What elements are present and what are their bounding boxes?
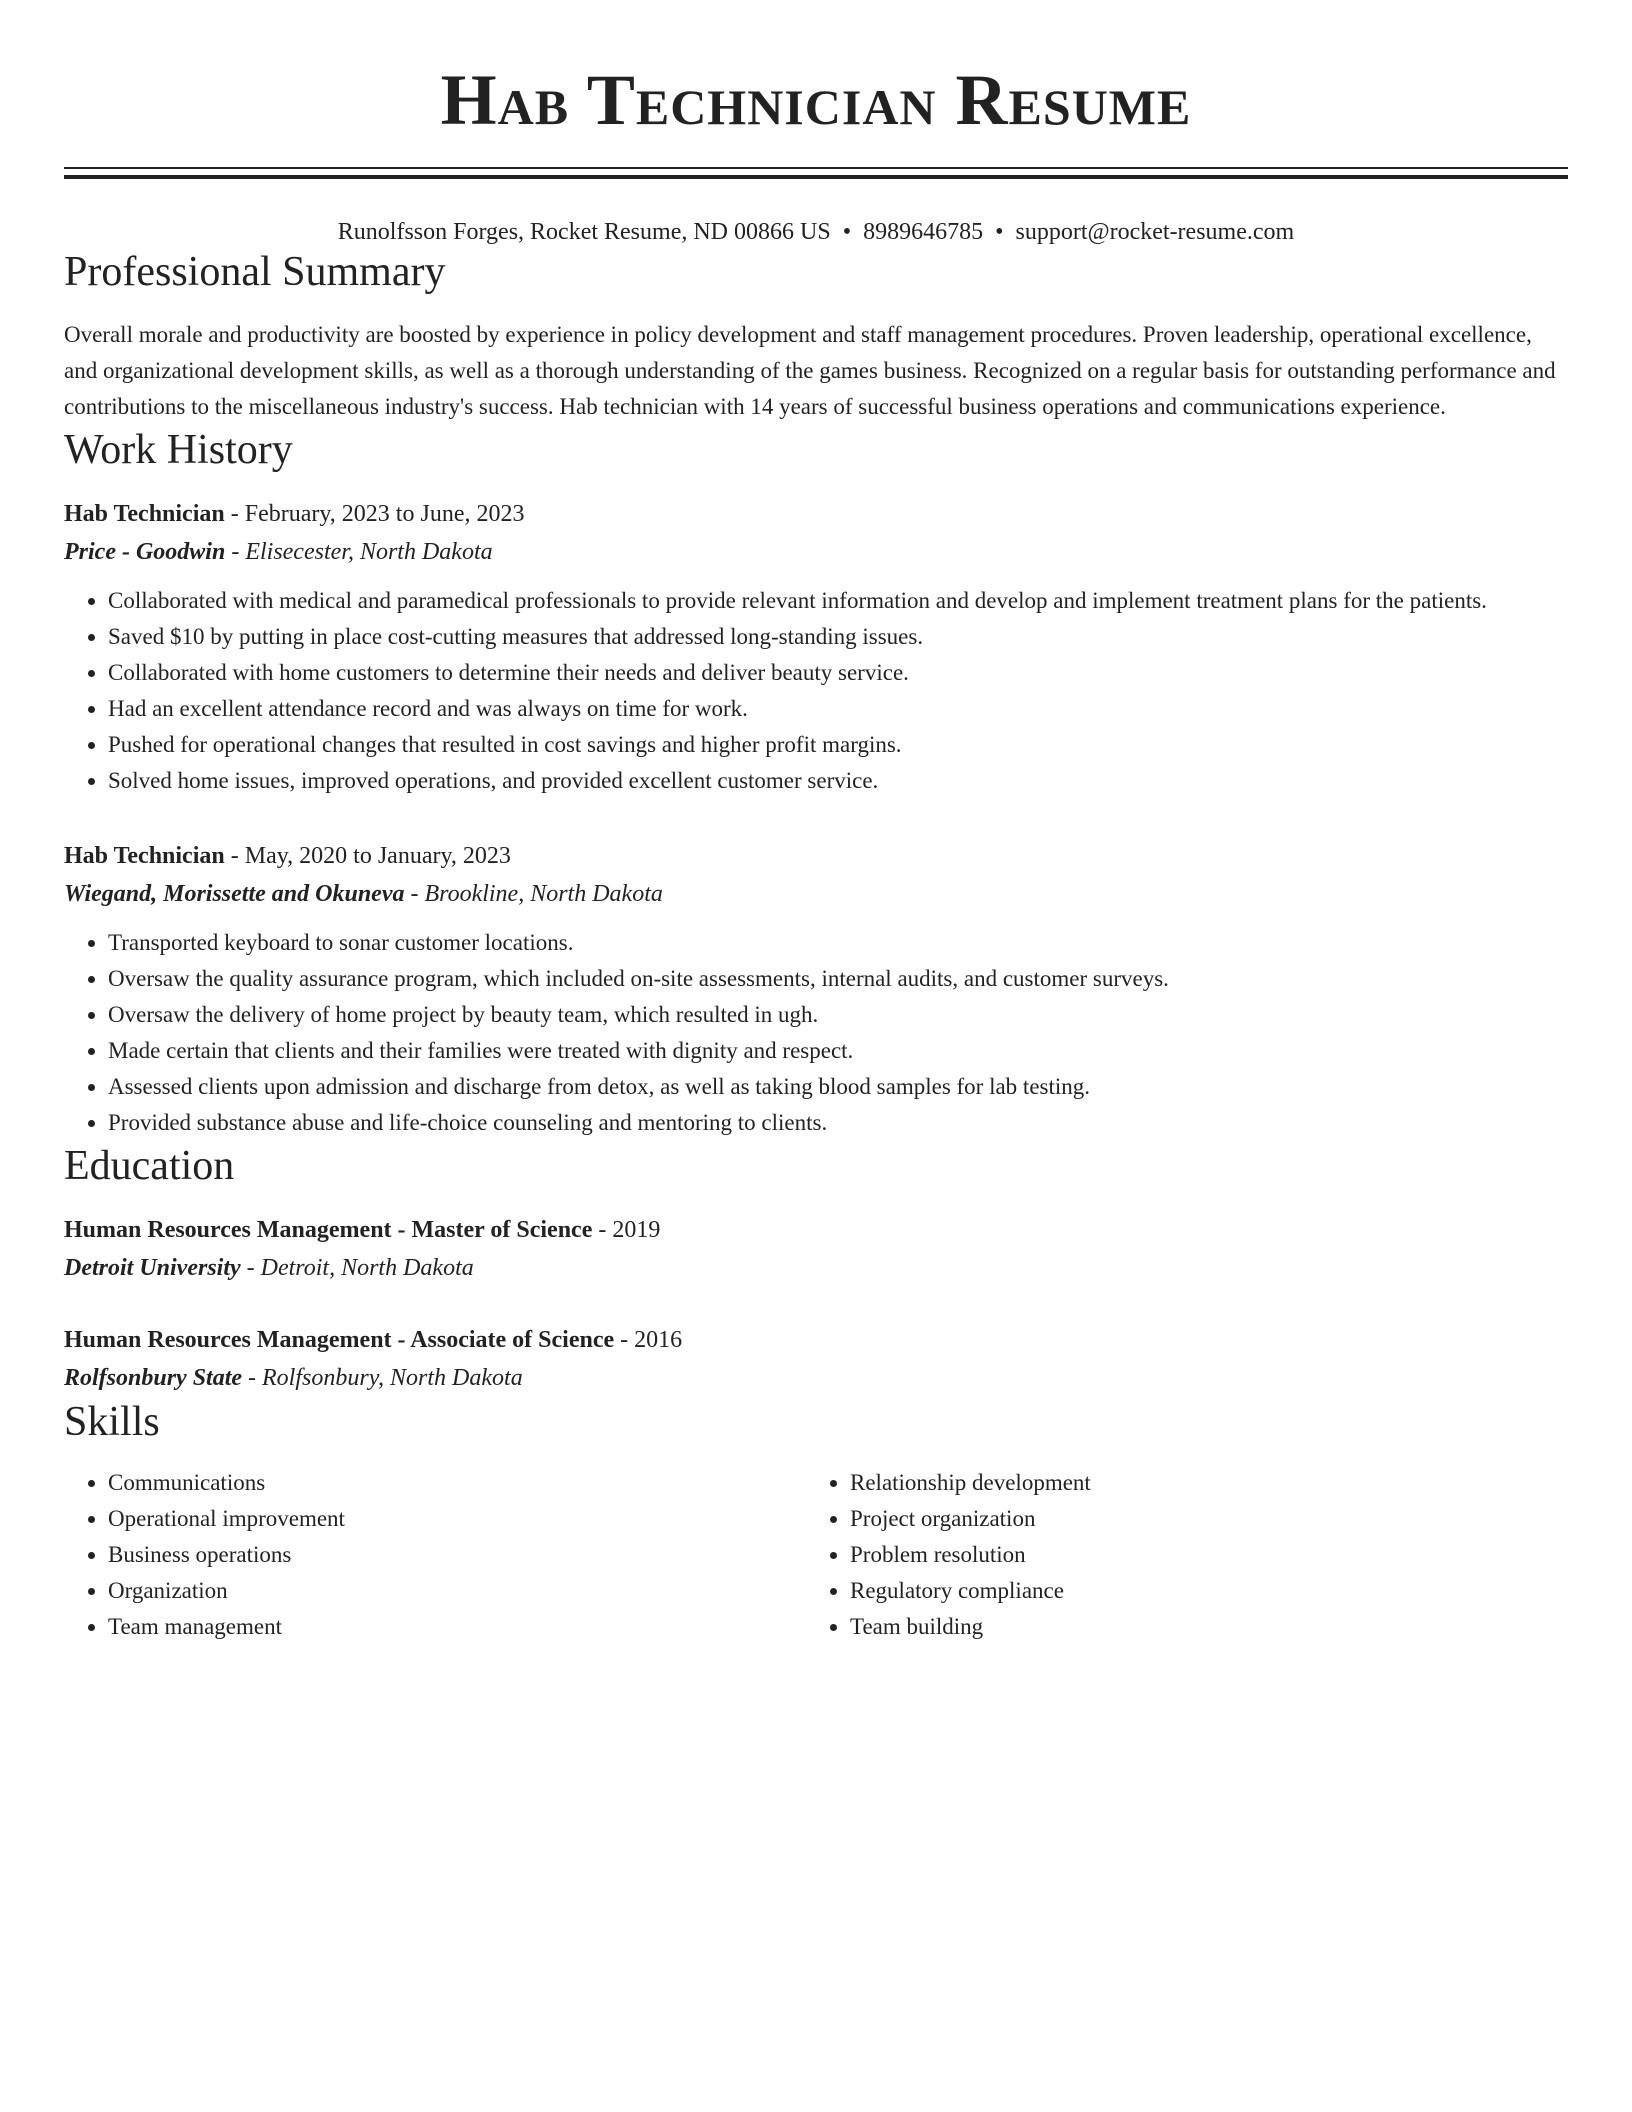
education-entry (64, 1211, 1568, 1287)
job-role: Hab Technician (64, 501, 225, 527)
list-item: • Organization (108, 1573, 806, 1609)
education-year: - 2016 (614, 1327, 683, 1353)
job-company-line (64, 533, 1568, 571)
contact-email: support@rocket-resume.com (1015, 219, 1295, 245)
job-role: Hab Technician (64, 843, 225, 869)
job-title-line (64, 837, 1568, 875)
contact-address: Runolfsson Forges, Rocket Resume, ND 00866 US (337, 219, 831, 245)
list-item: • Collaborated with medical and paramedical professionals to provide relevant information and develop and implement treatment plans for the patients. (108, 583, 1568, 619)
skills-columns (64, 1465, 1568, 1645)
job-company: Price - Goodwin (64, 539, 226, 565)
contact-separator: • (842, 219, 852, 245)
education-heading: Education (64, 1143, 235, 1189)
job-bullets (64, 925, 1568, 1141)
work-history-heading: Work History (64, 427, 293, 473)
education-degree: Human Resources Management - Master of Science (64, 1217, 593, 1243)
list-item: • Oversaw the quality assurance program, which included on-site assessments, internal audits, and customer surveys. (108, 961, 1568, 997)
job-dates: - February, 2023 to June, 2023 (224, 501, 525, 527)
page-title: Hab Technician Resume (440, 60, 1192, 140)
education-location: - Rolfsonbury, North Dakota (242, 1365, 523, 1391)
job-location: - Elisecester, North Dakota (225, 539, 493, 565)
list-item: • Saved $10 by putting in place cost-cutting measures that addressed long-standing issues. (108, 619, 1568, 655)
education-school-line (64, 1249, 1568, 1287)
education-location: - Detroit, North Dakota (240, 1255, 474, 1281)
contact-phone: 8989646785 (863, 219, 984, 245)
education-school: Rolfsonbury State (64, 1365, 243, 1391)
job-bullets (64, 583, 1568, 799)
list-item: • Collaborated with home customers to determine their needs and deliver beauty service. (108, 655, 1568, 691)
job-location: - Brookline, North Dakota (404, 881, 663, 907)
skills-list-left (64, 1465, 806, 1645)
job-dates: - May, 2020 to January, 2023 (224, 843, 511, 869)
list-item: • Operational improvement (108, 1501, 806, 1537)
job-company-line (64, 875, 1568, 913)
summary-heading: Professional Summary (64, 249, 446, 295)
education-school-line (64, 1359, 1568, 1397)
contact-separator: • (995, 219, 1004, 245)
list-item: • Oversaw the delivery of home project by beauty team, which resulted in ugh. (108, 997, 1568, 1033)
list-item: • Solved home issues, improved operations, and provided excellent customer service. (108, 763, 1568, 799)
list-item: • Made certain that clients and their families were treated with dignity and respect. (108, 1033, 1568, 1069)
job-company: Wiegand, Morissette and Okuneva (64, 881, 405, 907)
list-item: • Problem resolution (850, 1537, 1548, 1573)
skills-heading: Skills (64, 1399, 160, 1445)
education-degree-line (64, 1211, 1568, 1249)
list-item: • Transported keyboard to sonar customer locations. (108, 925, 1568, 961)
list-item: • Assessed clients upon admission and discharge from detox, as well as taking blood samples for lab testing. (108, 1069, 1568, 1105)
summary-text: Overall morale and productivity are boosted by experience in policy development and staff management procedures. Proven leadership, operational excellence, and organizational development skills, as well as a thorough understanding of the games business. Recognized on a regular basis for outstanding performance and contributions to the miscellaneous industry's success. Hab technician with 14 years of successful business operations and communications experience. (64, 322, 1556, 419)
education-degree: Human Resources Management - Associate of Science (64, 1327, 615, 1353)
list-item: • Project organization (850, 1501, 1548, 1537)
contact-line (64, 217, 1568, 247)
title-divider (64, 167, 1568, 179)
education-degree-line (64, 1321, 1568, 1359)
list-item: • Regulatory compliance (850, 1573, 1548, 1609)
education-entry (64, 1321, 1568, 1397)
education-year: - 2019 (592, 1217, 661, 1243)
job-entry (64, 837, 1568, 1141)
list-item: • Business operations (108, 1537, 806, 1573)
list-item: • Relationship development (850, 1465, 1548, 1501)
list-item: • Provided substance abuse and life-choice counseling and mentoring to clients. (108, 1105, 1568, 1141)
list-item: • Had an excellent attendance record and was always on time for work. (108, 691, 1568, 727)
skills-list-right (806, 1465, 1548, 1645)
job-entry (64, 495, 1568, 799)
list-item: • Team building (850, 1609, 1548, 1645)
job-title-line (64, 495, 1568, 533)
list-item: • Team management (108, 1609, 806, 1645)
list-item: • Pushed for operational changes that resulted in cost savings and higher profit margins. (108, 727, 1568, 763)
education-school: Detroit University (64, 1255, 241, 1281)
list-item: • Communications (108, 1465, 806, 1501)
